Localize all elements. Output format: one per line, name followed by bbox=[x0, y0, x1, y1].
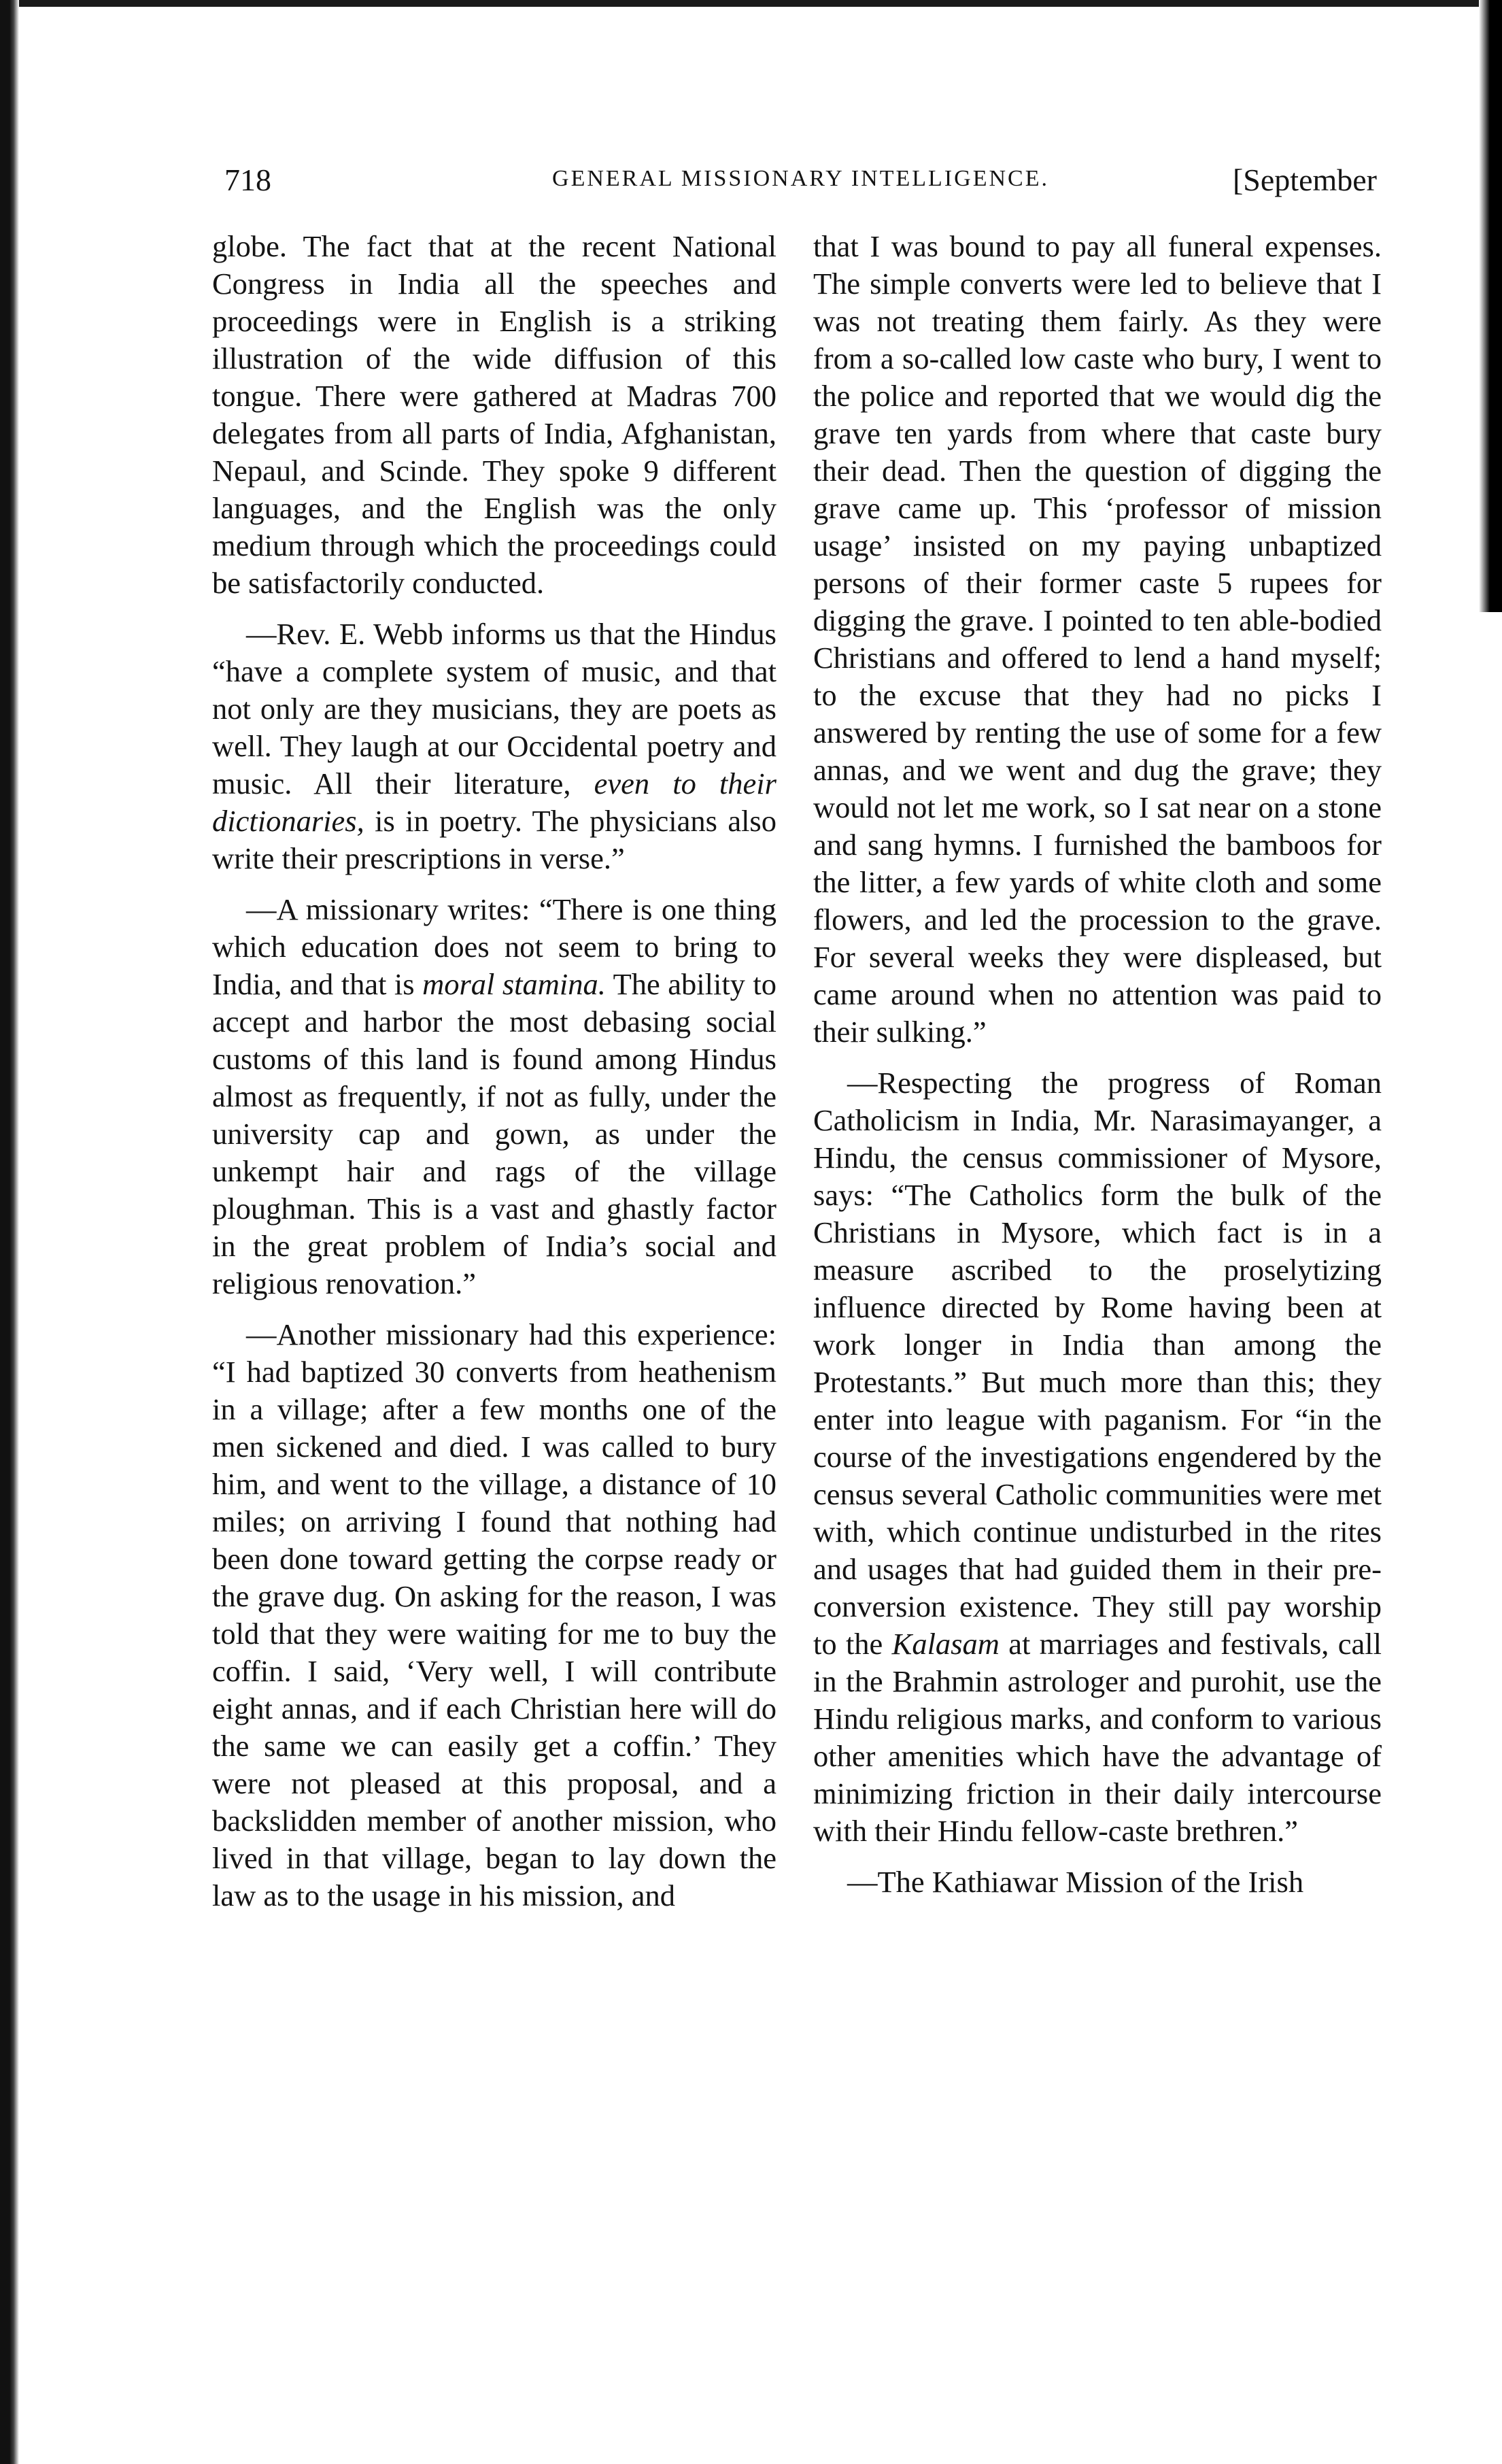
paragraph-missionary-text-b: The ability to accept and harbor the most debasing social customs of this land is found among Hindus almost as frequently, if not as fully, under the university cap and gown, as under the unkempt hair and rags of the village ploughman. This is a vast and ghastly factor in the great problem of India’s social and religious renovation.” bbox=[212, 967, 777, 1300]
header-month: [September bbox=[1232, 163, 1377, 197]
paragraph-congress: globe. The fact that at the recent National Congress in India all the speeches and proceedings were in English is a striking illustration of the wide diffusion of this tongue. There were gathered at Madras 700 delegates from all parts of India, Afghanistan, Nepaul, and Scinde. They spoke 9 different languages, and the English was the only medium through which the proceedings could be satisfactorily conducted. bbox=[212, 229, 776, 600]
paragraph-catholicism-text-b: at marriages and festivals, call in the Brahmin astrologer and purohit, use the Hindu religious marks, and conform to various other amenities which have the advantage of minimizing friction in their daily intercourse with their Hindu fellow-caste brethren.” bbox=[813, 1627, 1382, 1848]
paragraph-kathiawar: —The Kathiawar Mission of the Irish bbox=[847, 1865, 1304, 1899]
paragraph-missionary-emphasis: moral stamina. bbox=[422, 967, 606, 1001]
paragraph-webb-text-a: —Rev. E. Webb informs us that the Hindus “have a complete system of music, and that not only are they musicians, they are poets as well. They laugh at our Occidental poetry and music. All their literature, bbox=[212, 617, 776, 800]
paragraph-another-missionary: —Another missionary had this experience: “I had baptized 30 converts from heathenism in a village; after a few months one of the men sickened and died. I was called to bury him, and went to the village, a distance of 10 miles; on arriving I found that nothing had been done toward getting the corpse ready or the grave dug. On asking for the reason, I was told that they were waiting for me to buy the coffin. I said, ‘Very well, I will contribute eight annas, and if each Christian here will do the same we can easily get a coffin.’ They were not pleased at this proposal, and a backslidden member of another mission, who lived in that village, began to lay down the law as to the usage in his mission, and bbox=[212, 1317, 776, 1912]
running-title: GENERAL MISSIONARY INTELLIGENCE. bbox=[552, 166, 1049, 191]
right-column bbox=[813, 228, 1382, 1901]
paragraph-webb-text-b: is in poetry. The physicians also write their prescriptions in verse.” bbox=[212, 804, 776, 875]
paragraph-funeral-continued: that I was bound to pay all funeral expenses. The simple converts were led to believe that I was not treating them fairly. As they were from a so-called low caste who bury, I went to the police and reported that we would dig the grave ten yards from where that caste bury their dead. Then the question of digging the grave came up. This ‘professor of mission usage’ insisted on my paying unbaptized persons of their former caste 5 rupees for digging the grave. I pointed to ten able-bodied Christians and offered to lend a hand myself; to the excuse that they had no picks I answered by renting the use of some for a few annas, and we went and dug the grave; they would not let me work, so I sat near on a stone and sang hymns. I furnished the bamboos for the litter, a few yards of white cloth and some flowers, and led the procession to the grave. For several weeks they were displeased, but came around when no attention was paid to their sulking.” bbox=[813, 229, 1382, 1049]
scan-left-edge bbox=[0, 0, 19, 2464]
paragraph-missionary-writes bbox=[212, 891, 776, 1302]
paragraph-webb-emphasis: even to their dictionaries, bbox=[212, 766, 776, 838]
paragraph-catholicism-text-a: —Respecting the progress of Roman Catholicism in India, Mr. Narasimayanger, a Hindu, the census commissioner of Mysore, says: “The Catholics form the bulk of the Christians in Mysore, which fact is in a measure ascribed to the proselytizing influence directed by Rome having been at work longer in India than among the Protestants.” But much more than this; they enter into league with paganism. For “in the course of the investigations engendered by the census several Catholic communities were met with, which continue undisturbed in the rites and usages that had guided them in their pre-conversion existence. They still pay worship to the bbox=[813, 1066, 1382, 1661]
page-number: 718 bbox=[224, 163, 271, 197]
scan-right-edge bbox=[1479, 0, 1502, 612]
paragraph-roman-catholicism bbox=[813, 1064, 1382, 1850]
scan-top-edge bbox=[0, 0, 1502, 7]
page-header bbox=[224, 162, 1377, 209]
paragraph-webb bbox=[212, 615, 776, 877]
paragraph-catholicism-emphasis: Kalasam bbox=[891, 1627, 1000, 1661]
left-column bbox=[212, 228, 776, 1914]
paragraph-missionary-text-a: —A missionary writes: “There is one thing which education does not seem to bring to India, and that is bbox=[212, 892, 776, 1001]
